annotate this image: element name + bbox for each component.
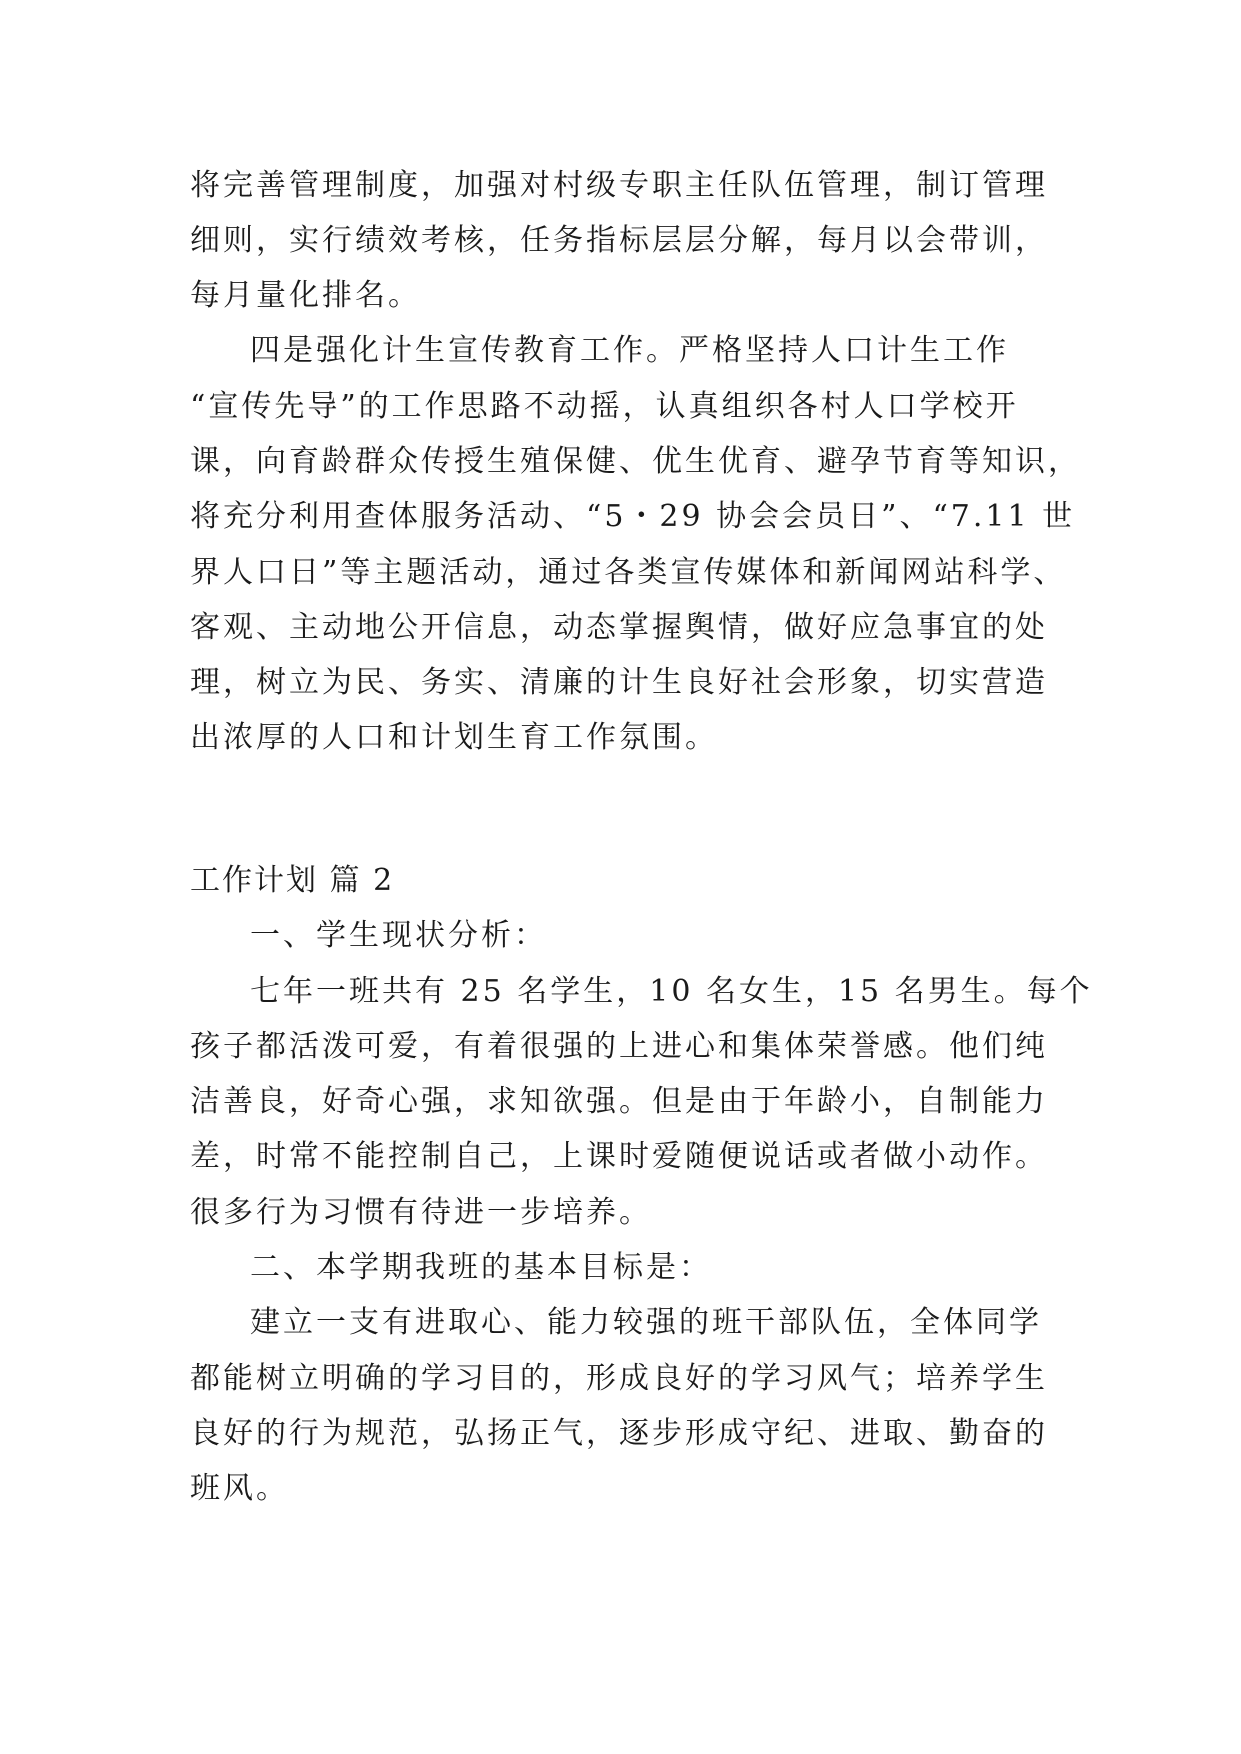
section-title: 工作计划 篇 2	[190, 863, 395, 898]
paragraph-line: 客观、主动地公开信息，动态掌握舆情，做好应急事宜的处	[190, 610, 1048, 645]
paragraph-line: 每月量化排名。	[190, 278, 421, 313]
paragraph-line: 班风。	[190, 1471, 289, 1506]
paragraph-line: 将充分利用查体服务活动、“5・29 协会会员日”、“7.11 世	[190, 499, 1076, 534]
paragraph-line: 课，向育龄群众传授生殖保健、优生优育、避孕节育等知识，	[190, 444, 1081, 479]
paragraph-line: 差，时常不能控制自己，上课时爱随便说话或者做小动作。	[190, 1139, 1048, 1174]
paragraph-line: 理，树立为民、务实、清廉的计生良好社会形象，切实营造	[190, 665, 1048, 700]
paragraph-line: 界人口日”等主题活动，通过各类宣传媒体和新闻网站科学、	[190, 555, 1067, 590]
paragraph-line: 七年一班共有 25 名学生，10 名女生，15 名男生。每个	[250, 974, 1093, 1009]
paragraph-line: 一、学生现状分析：	[250, 918, 547, 953]
paragraph-line: 二、本学期我班的基本目标是：	[250, 1250, 712, 1285]
paragraph-line: 洁善良，好奇心强，求知欲强。但是由于年龄小，自制能力	[190, 1084, 1048, 1119]
paragraph-line: 很多行为习惯有待进一步培养。	[190, 1195, 652, 1230]
paragraph-line: 四是强化计生宣传教育工作。严格坚持人口计生工作	[250, 333, 1009, 368]
paragraph-line: 良好的行为规范，弘扬正气，逐步形成守纪、进取、勤奋的	[190, 1416, 1048, 1451]
paragraph-line: 细则，实行绩效考核，任务指标层层分解，每月以会带训，	[190, 223, 1048, 258]
paragraph-line: 出浓厚的人口和计划生育工作氛围。	[190, 720, 718, 755]
paragraph-line: “宣传先导”的工作思路不动摇，认真组织各村人口学校开	[190, 389, 1019, 424]
paragraph-line: 将完善管理制度，加强对村级专职主任队伍管理，制订管理	[190, 168, 1048, 203]
paragraph-line: 建立一支有进取心、能力较强的班干部队伍，全体同学	[250, 1305, 1042, 1340]
paragraph-line: 孩子都活泼可爱，有着很强的上进心和集体荣誉感。他们纯	[190, 1029, 1048, 1064]
paragraph-line: 都能树立明确的学习目的，形成良好的学习风气；培养学生	[190, 1361, 1048, 1396]
